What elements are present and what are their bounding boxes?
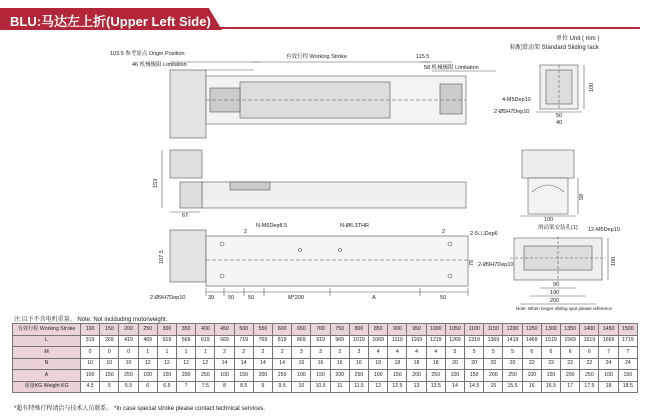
table-cell: 18 [407, 358, 426, 370]
table-cell: 4 [369, 347, 388, 359]
table-cell: 950 [407, 324, 426, 336]
side-dim-100: 100 [589, 82, 595, 92]
table-cell: 669 [215, 335, 234, 347]
table-cell: 16 [349, 358, 368, 370]
plan-slot-label: 2-5□□Dep6 [470, 231, 498, 237]
table-cell: 1000 [426, 324, 445, 336]
table-cell: 22 [541, 358, 560, 370]
table-row [13, 358, 638, 370]
table-cell: 1250 [522, 324, 541, 336]
plan-dim-m200: M*200 [288, 295, 304, 301]
table-cell: 9.5 [273, 381, 292, 393]
table-cell: 12 [196, 358, 215, 370]
table-cell: 10 [81, 358, 100, 370]
table-cell: 969 [330, 335, 349, 347]
table-cell: 20 [484, 358, 503, 370]
table-cell: 450 [215, 324, 234, 336]
side-dim-50: 50 [556, 113, 563, 119]
table-cell: 150 [234, 370, 253, 382]
table-cell: 519 [157, 335, 176, 347]
table-cell: 2 [234, 347, 253, 359]
table-cell: 419 [119, 335, 138, 347]
table-cell: 150 [100, 370, 119, 382]
table-cell: 100 [138, 370, 157, 382]
table-cell: 1169 [407, 335, 426, 347]
side-tap-label: 4-M5Dep10 [502, 97, 531, 103]
table-cell: 20 [503, 358, 522, 370]
unit-label: 单位 Unit ( mm ) [556, 36, 600, 42]
rack-dim-100: 100 [611, 256, 617, 266]
table-cell: 1319 [465, 335, 484, 347]
dim-limit-left: 46 机械极限 Limitation [132, 62, 187, 68]
table-cell: 15 [484, 381, 503, 393]
plan-hole-right: 2-Ø9H7Dep10 [478, 262, 514, 268]
front-dim-153: 153 [153, 178, 159, 188]
dim-working-stroke: 有效行程 Working Stroke [286, 54, 348, 60]
table-cell: 150 [618, 370, 637, 382]
table-cell: 269 [100, 335, 119, 347]
plan-dim-2a: 2 [244, 229, 248, 235]
table-cell: 0 [81, 347, 100, 359]
table-cell: 10.5 [311, 381, 330, 393]
table-cell: 919 [311, 335, 330, 347]
table-cell: 5 [484, 347, 503, 359]
table-cell: 22 [561, 358, 580, 370]
table-cell: 1519 [541, 335, 560, 347]
table-cell: 250 [138, 324, 157, 336]
table-cell: 5 [503, 347, 522, 359]
table-cell: 150 [465, 370, 484, 382]
table-cell: 2 [215, 347, 234, 359]
rack-tap-label: 12-M5Dep10 [588, 227, 620, 233]
table-cell: 11.5 [349, 381, 368, 393]
plan-dim-39: 39 [208, 295, 215, 301]
table-cell: 150 [311, 370, 330, 382]
table-cell: 3 [292, 347, 311, 359]
table-cell: 6 [138, 381, 157, 393]
table-cell: 350 [177, 324, 196, 336]
table-cell: 600 [273, 324, 292, 336]
table-cell: 17 [561, 381, 580, 393]
table-cell: 200 [253, 370, 272, 382]
table-cell: 200 [484, 370, 503, 382]
table-cell: 3 [311, 347, 330, 359]
table-cell: 18.5 [618, 381, 637, 393]
table-cell: 100 [215, 370, 234, 382]
table-cell: 4.5 [81, 381, 100, 393]
table-cell: 10 [292, 381, 311, 393]
table-cell: 700 [311, 324, 330, 336]
table-cell: 1469 [522, 335, 541, 347]
table-row [13, 370, 638, 382]
table-cell: 200 [177, 370, 196, 382]
side-view [536, 65, 584, 112]
table-cell: 1500 [618, 324, 637, 336]
row-header: M [13, 347, 81, 359]
front-view [162, 150, 466, 212]
table-cell: 1300 [541, 324, 560, 336]
table-cell: 22 [522, 358, 541, 370]
table-cell: 100 [369, 370, 388, 382]
dim-origin: 103.5 参考原点 Origin Position [110, 51, 185, 57]
table-cell: 1100 [465, 324, 484, 336]
table-cell: 14 [234, 358, 253, 370]
table-cell: 250 [196, 370, 215, 382]
table-cell: 6 [580, 347, 599, 359]
table-cell: 18 [369, 358, 388, 370]
plan-dim-78: 78 [469, 259, 475, 266]
table-cell: 9 [253, 381, 272, 393]
rack-slot-label: 滑动架安装孔(1) [538, 225, 578, 231]
table-cell: 1419 [503, 335, 522, 347]
table-cell: 6 [522, 347, 541, 359]
table-cell: 200 [407, 370, 426, 382]
table-cell: 14 [273, 358, 292, 370]
table-row [13, 324, 638, 336]
table-cell: 100 [522, 370, 541, 382]
table-cell: 18 [599, 381, 618, 393]
plan-dim-a: A [372, 295, 376, 301]
table-cell: 550 [253, 324, 272, 336]
plan-dim-107-5: 107.5 [159, 250, 165, 264]
table-cell: 1200 [503, 324, 522, 336]
table-cell: 14 [253, 358, 272, 370]
table-cell: 150 [100, 324, 119, 336]
rack-dim-90: 90 [553, 282, 560, 288]
table-row [13, 381, 638, 393]
table-cell: 16 [311, 358, 330, 370]
table-cell: 16.5 [541, 381, 560, 393]
table-cell: 18 [426, 358, 445, 370]
end-dim-58: 58 [579, 193, 585, 200]
table-cell: 1150 [484, 324, 503, 336]
table-cell: 4 [388, 347, 407, 359]
table-cell: 16 [522, 381, 541, 393]
table-cell: 900 [388, 324, 407, 336]
table-cell: 650 [292, 324, 311, 336]
table-cell: 769 [253, 335, 272, 347]
table-cell: 16 [292, 358, 311, 370]
row-header: L [13, 335, 81, 347]
plan-dim-2b: 2 [442, 229, 446, 235]
table-cell: 5 [465, 347, 484, 359]
table-cell: 100 [81, 370, 100, 382]
nut-label: N-M6Dep8.5 [256, 223, 288, 229]
table-cell: 250 [273, 370, 292, 382]
table-cell: 24 [618, 358, 637, 370]
dim-limit-right: 58 机械极限 Limitation [424, 65, 479, 71]
table-cell: 150 [541, 370, 560, 382]
front-dim-67: 67 [182, 213, 189, 219]
spec-table [12, 323, 638, 393]
table-cell: 100 [292, 370, 311, 382]
table-cell: 7 [618, 347, 637, 359]
plan-view [170, 230, 468, 296]
plan-hole-left: 2-Ø9H7Dep10 [150, 295, 186, 301]
table-cell: 13.5 [426, 381, 445, 393]
table-cell: 150 [388, 370, 407, 382]
table-cell: 4 [426, 347, 445, 359]
table-cell: 100 [599, 370, 618, 382]
table-cell: 5.5 [119, 381, 138, 393]
table-cell: 200 [561, 370, 580, 382]
table-cell: 1019 [349, 335, 368, 347]
end-dim-100: 100 [544, 217, 554, 223]
table-cell: 569 [177, 335, 196, 347]
table-cell: 100 [445, 370, 464, 382]
table-cell: 16 [330, 358, 349, 370]
table-cell: 18 [388, 358, 407, 370]
table-cell: 200 [119, 324, 138, 336]
table-cell: 850 [369, 324, 388, 336]
table-cell: 7.5 [196, 381, 215, 393]
table-cell: 6.5 [157, 381, 176, 393]
nut2-label: N-Ø6.3THR [340, 223, 370, 229]
table-cell: 250 [119, 370, 138, 382]
table-cell: 1269 [445, 335, 464, 347]
table-cell: 319 [81, 335, 100, 347]
end-view [520, 150, 578, 216]
table-cell: 250 [349, 370, 368, 382]
table-cell: 1119 [388, 335, 407, 347]
table-cell: 6 [541, 347, 560, 359]
table-cell: 2 [253, 347, 272, 359]
table-cell: 100 [81, 324, 100, 336]
table-cell: 1619 [580, 335, 599, 347]
table-cell: 0 [119, 347, 138, 359]
table-cell: 2 [273, 347, 292, 359]
table-cell: 6 [561, 347, 580, 359]
table-cell: 1719 [618, 335, 637, 347]
table-cell: 1669 [599, 335, 618, 347]
table-cell: 8.5 [234, 381, 253, 393]
plan-dim-50a: 50 [228, 295, 235, 301]
table-cell: 13 [407, 381, 426, 393]
rack-note: Note: When longer sliding spot please reference [516, 306, 613, 311]
table-cell: 250 [503, 370, 522, 382]
table-cell: 17.5 [580, 381, 599, 393]
table-cell: 1 [177, 347, 196, 359]
table-cell: 1569 [561, 335, 580, 347]
table-cell: 869 [292, 335, 311, 347]
plan-dim-50b: 50 [248, 295, 255, 301]
table-cell: 819 [273, 335, 292, 347]
table-cell: 500 [234, 324, 253, 336]
table-cell: 15.5 [503, 381, 522, 393]
table-cell: 10 [100, 358, 119, 370]
row-header: A [13, 370, 81, 382]
table-cell: 0 [100, 347, 119, 359]
table-cell: 1450 [599, 324, 618, 336]
table-cell: 1 [157, 347, 176, 359]
table-cell: 1050 [445, 324, 464, 336]
dim-115-5: 115.5 [416, 54, 430, 60]
table-cell: 4 [407, 347, 426, 359]
table-cell: 14 [215, 358, 234, 370]
table-cell: 5 [100, 381, 119, 393]
table-cell: 12 [138, 358, 157, 370]
note-special-stroke: *超有特殊行程请洽与技术人员联系。 *In case special stroke please contact technical services. [14, 406, 266, 412]
table-cell: 12 [157, 358, 176, 370]
table-cell: 400 [196, 324, 215, 336]
table-cell: 1400 [580, 324, 599, 336]
table-cell: 11 [330, 381, 349, 393]
rack-dim-190: 190 [550, 290, 560, 296]
table-cell: 150 [157, 370, 176, 382]
table-cell: 7 [599, 347, 618, 359]
table-cell: 200 [330, 370, 349, 382]
table-cell: 3 [330, 347, 349, 359]
table-cell: 719 [234, 335, 253, 347]
table-cell: 1350 [561, 324, 580, 336]
table-cell: 10 [119, 358, 138, 370]
table-cell: 619 [196, 335, 215, 347]
table-cell: 14 [445, 381, 464, 393]
row-header: 重量KG Weight KG [13, 381, 81, 393]
side-dim-40: 40 [556, 120, 563, 126]
table-cell: 8 [215, 381, 234, 393]
table-cell: 1 [138, 347, 157, 359]
table-cell: 250 [426, 370, 445, 382]
table-cell: 3 [349, 347, 368, 359]
table-cell: 1069 [369, 335, 388, 347]
table-row [13, 347, 638, 359]
note-motor-weight: 注:以下不含电机重量。 Note: Not inclduding motorweight. [14, 317, 168, 323]
table-cell: 20 [465, 358, 484, 370]
table-cell: 5 [445, 347, 464, 359]
table-cell: 250 [580, 370, 599, 382]
rack-dim-200: 200 [550, 298, 560, 304]
table-cell: 800 [349, 324, 368, 336]
table-cell: 1 [196, 347, 215, 359]
section-title: BLU:马达左上折(Upper Left Side) [10, 14, 211, 29]
table-row [13, 335, 638, 347]
table-cell: 12.5 [388, 381, 407, 393]
row-header: 有效行程 Working Stroke [13, 324, 81, 336]
table-cell: 7 [177, 381, 196, 393]
table-cell: 24 [599, 358, 618, 370]
table-cell: 20 [445, 358, 464, 370]
table-cell: 469 [138, 335, 157, 347]
table-cell: 300 [157, 324, 176, 336]
row-header: N [13, 358, 81, 370]
table-cell: 750 [330, 324, 349, 336]
table-cell: 12 [177, 358, 196, 370]
rack-label: 标配滑动架 Standard Sliding rack [510, 45, 599, 51]
side-hole-label: 2-Ø5H7Dep10 [494, 109, 530, 115]
plan-dim-50c: 50 [440, 295, 447, 301]
top-view [170, 62, 496, 138]
table-cell: 22 [580, 358, 599, 370]
table-cell: 1369 [484, 335, 503, 347]
table-cell: 12 [369, 381, 388, 393]
table-cell: 14.5 [465, 381, 484, 393]
table-cell: 1219 [426, 335, 445, 347]
